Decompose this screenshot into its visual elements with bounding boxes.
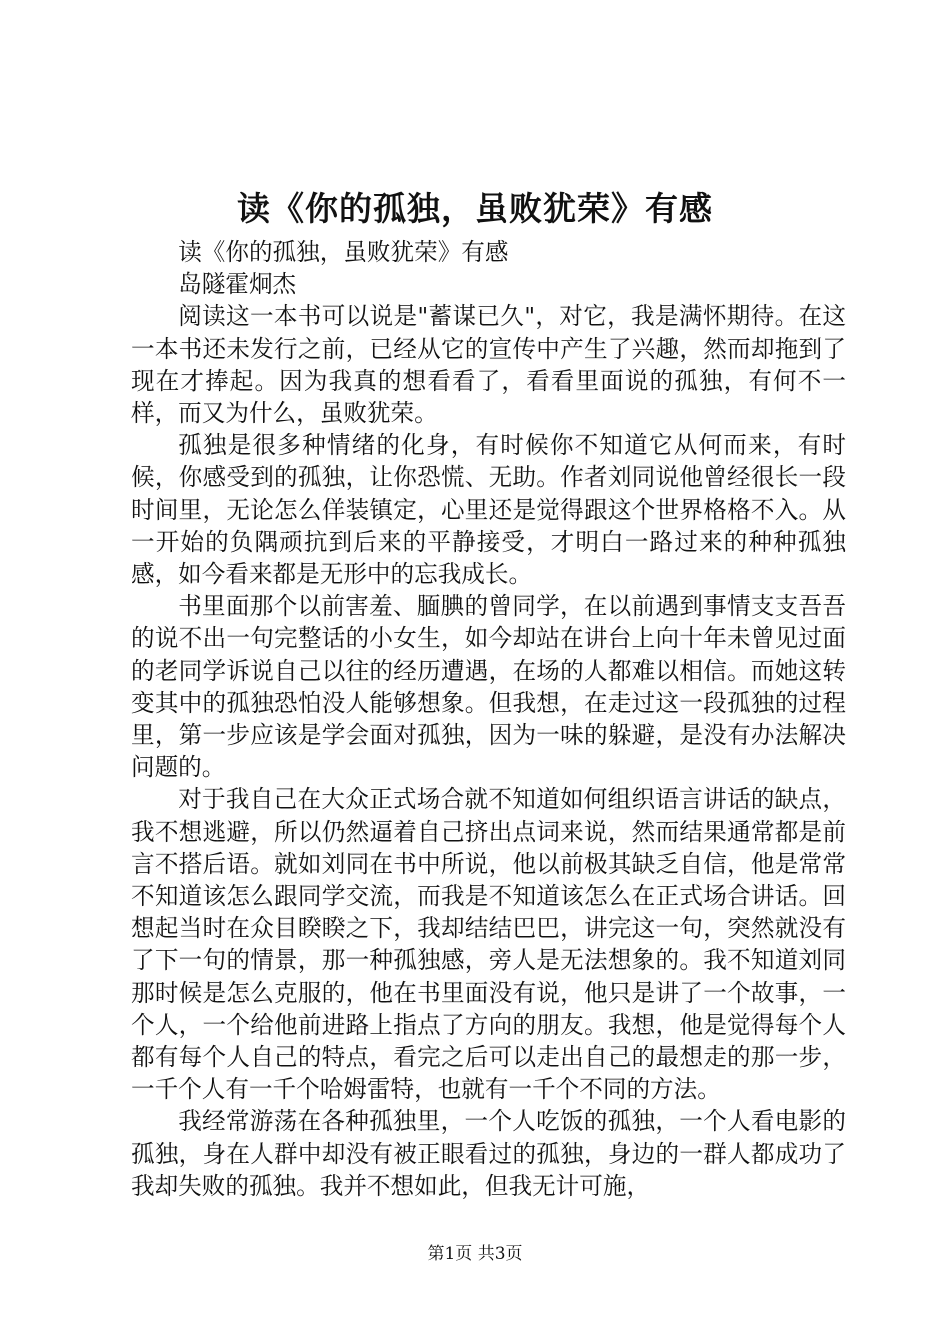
paragraph-4: 对于我自己在大众正式场合就不知道如何组织语言讲话的缺点，我不想逃避，所以仍然逼着自己挤出点词来说，然而结果通常都是前言不搭后语。就如刘同在书中所说，他以前极其缺乏自信，他是常常不知道该怎么跟同学交流，而我是不知道该怎么在正式场合讲话。回想起当时在众目睽睽之下，我却结结巴巴，讲完这一句，突然就没有了下一句的情景，那一种孤独感，旁人是无法想象的。我不知道刘同那时候是怎么克服的，他在书里面没有说，他只是讲了一个故事，一个人，一个给他前进路上指点了方向的朋友。我想，他是觉得每个人都有每个人自己的特点，看完之后可以走出自己的最想走的那一步，一千个人有一千个哈姆雷特，也就有一千个不同的方法。 (131, 785, 846, 1104)
page-number-footer: 第1页 共3页 (427, 1244, 523, 1264)
paragraph-5: 我经常游荡在各种孤独里，一个人吃饭的孤独，一个人看电影的孤独，身在人群中却没有被正眼看过的孤独，身边的一群人都成功了我却失败的孤独。我并不想如此，但我无计可施， (131, 1107, 846, 1200)
paragraph-1: 阅读这一本书可以说是"蓄谋已久"，对它，我是满怀期待。在这一本书还未发行之前，已经从它的宣传中产生了兴趣，然而却拖到了现在才捧起。因为我真的想看看了，看看里面说的孤独，有何不一样，而又为什么，虽败犹荣。 (131, 302, 846, 428)
subtitle-line: 读《你的孤独，虽败犹荣》有感 (178, 238, 509, 266)
paragraph-3: 书里面那个以前害羞、腼腆的曾同学，在以前遇到事情支支吾吾的说不出一句完整话的小女生，如今却站在讲台上向十年未曾见过面的老同学诉说自己以往的经历遭遇，在场的人都难以相信。而她这转变其中的孤独恐怕没人能够想象。但我想，在走过这一段孤独的过程里，第一步应该是学会面对孤独，因为一味的躲避，是没有办法解决问题的。 (131, 592, 846, 782)
document-body (131, 236, 846, 1202)
page-title: 读《你的孤独，虽败犹荣》有感 (237, 189, 713, 228)
paragraph-2: 孤独是很多种情绪的化身，有时候你不知道它从何而来，有时候，你感受到的孤独，让你恐慌、无助。作者刘同说他曾经很长一段时间里，无论怎么佯装镇定，心里还是觉得跟这个世界格格不入。从一开始的负隅顽抗到后来的平静接受，才明白一路过来的种种孤独感，如今看来都是无形中的忘我成长。 (131, 431, 846, 589)
author-line: 岛隧霍炯杰 (178, 270, 297, 299)
